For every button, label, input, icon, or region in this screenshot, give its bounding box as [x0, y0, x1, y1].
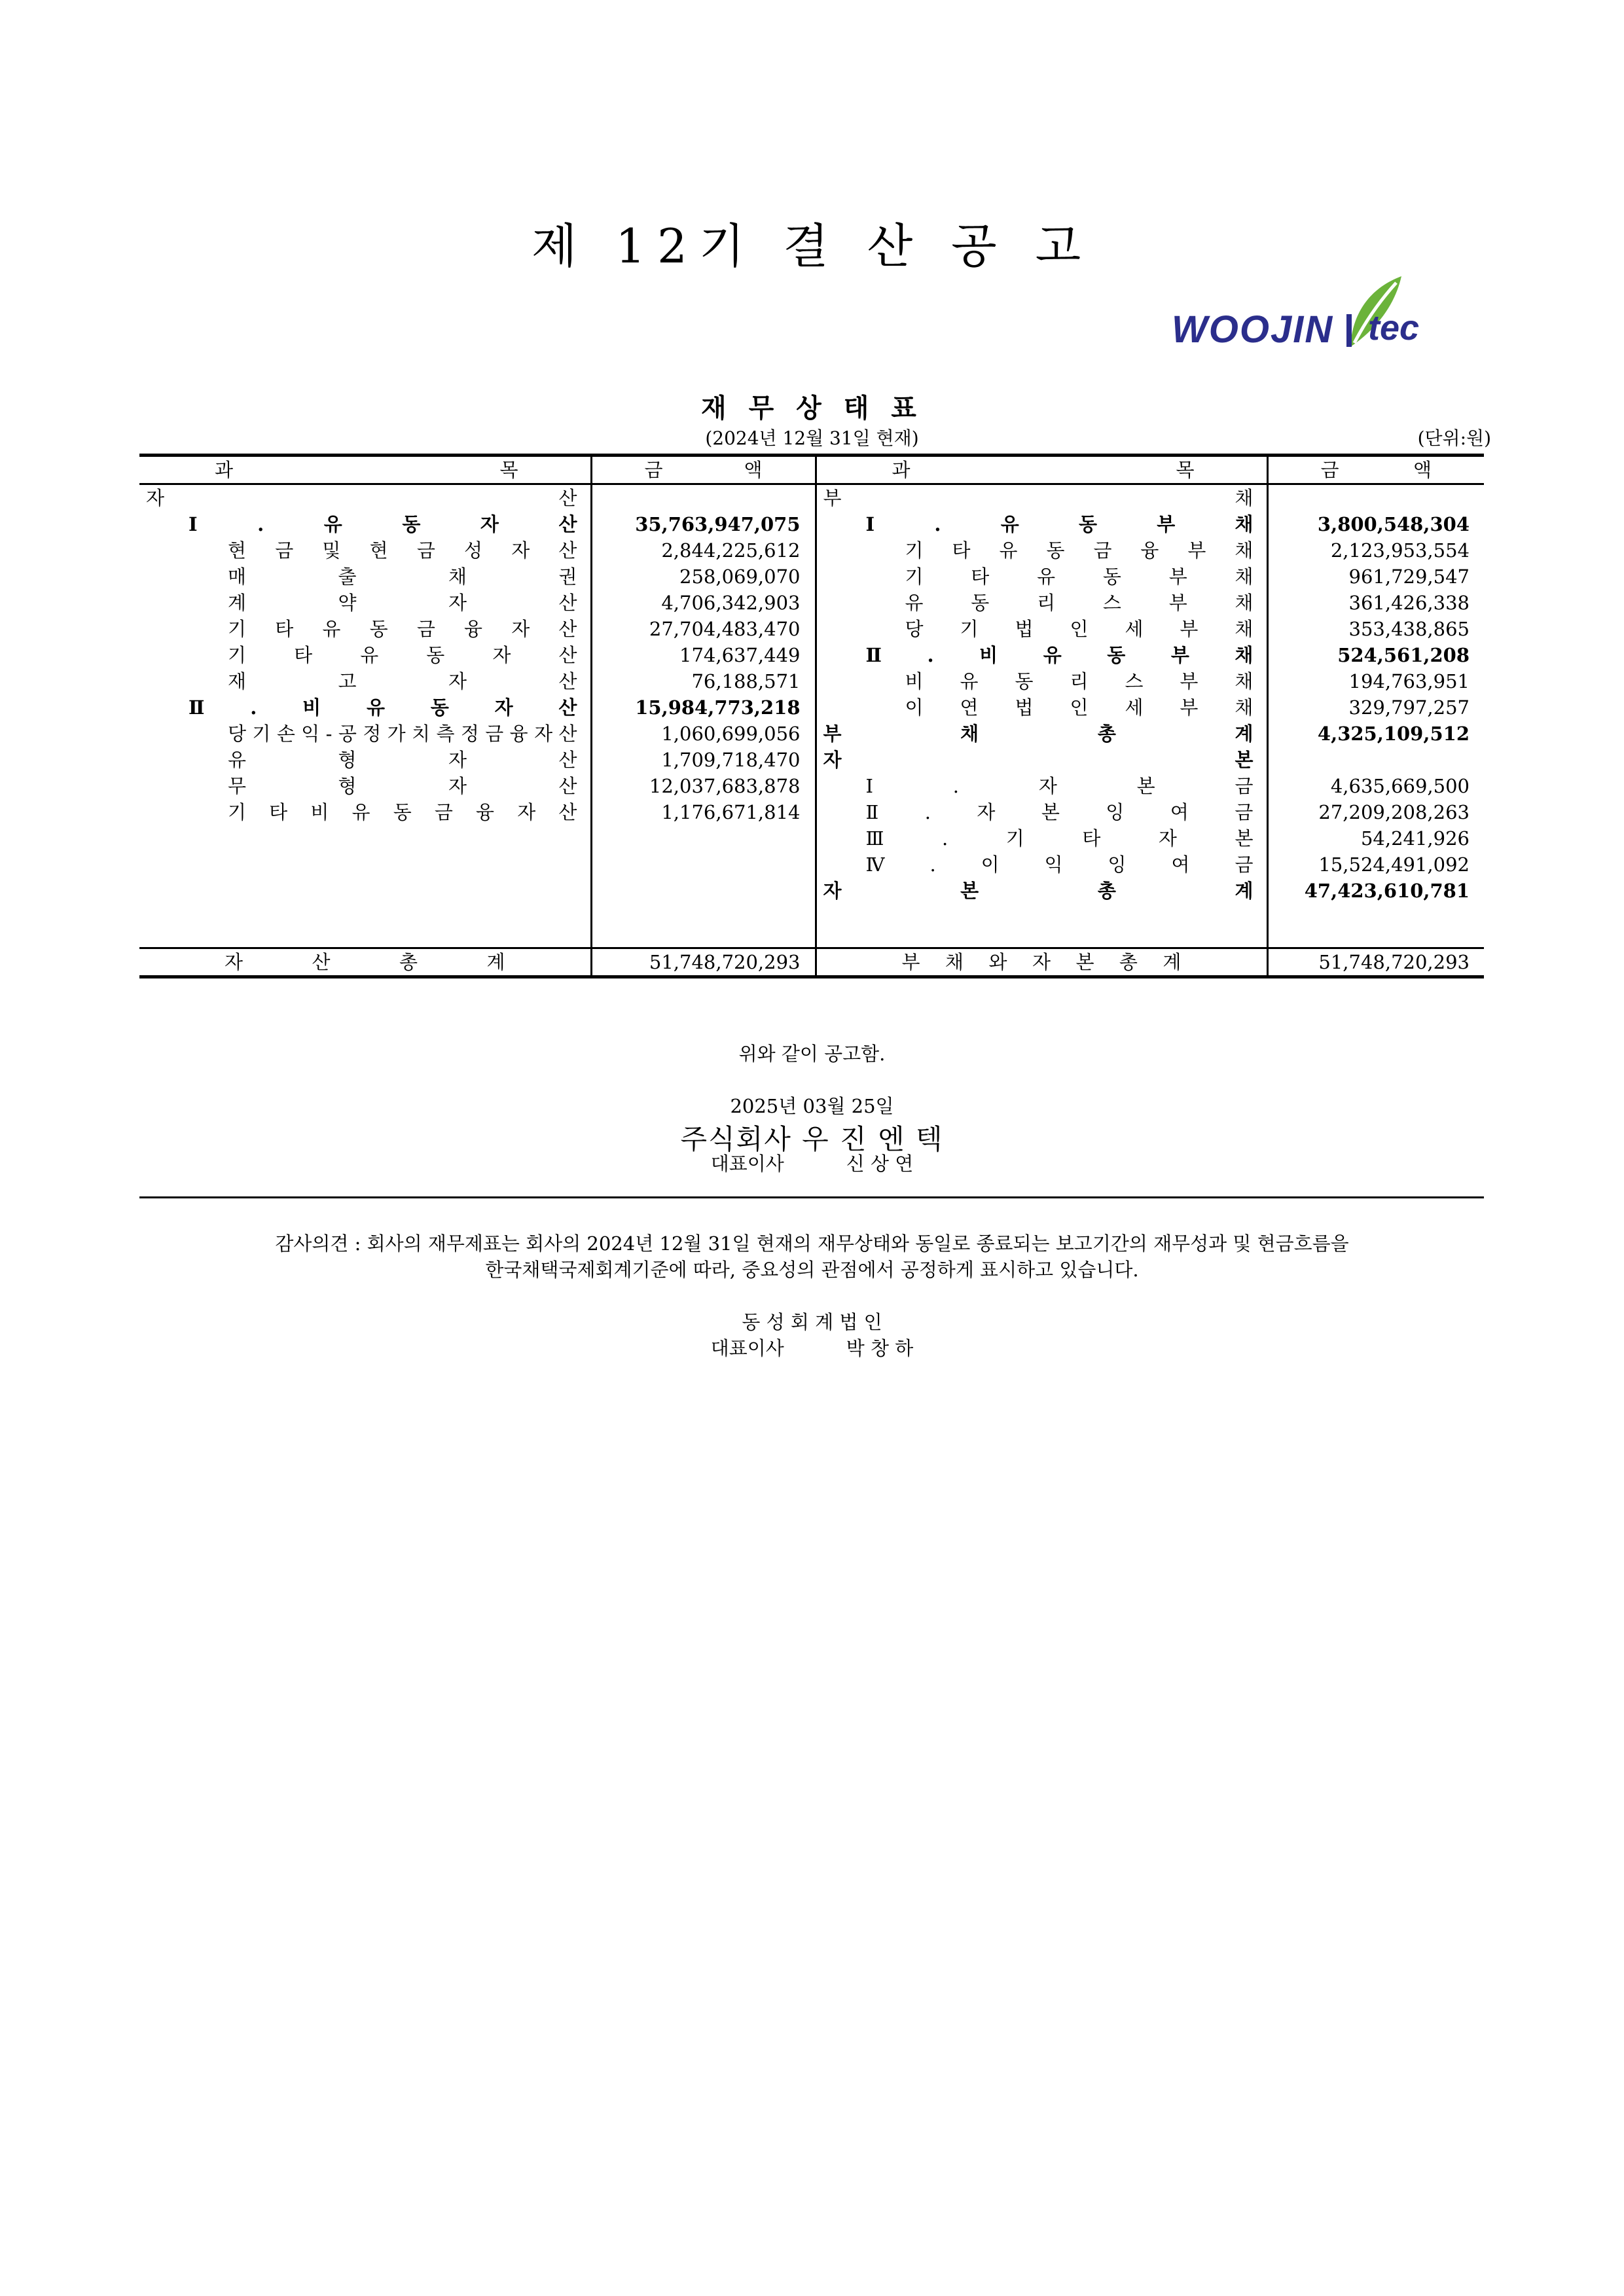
left-item-amount: 27,704,483,470	[591, 616, 816, 642]
header-item-left: 과 목	[139, 456, 591, 484]
right-item-label: 부 채	[816, 484, 1267, 512]
spacer-row	[139, 930, 1484, 948]
left-item-label: 기 타 유 동 금 융 자 산	[139, 616, 591, 642]
header-amount-right: 금 액	[1267, 456, 1484, 484]
announcement-date: 2025년 03월 25일	[730, 1095, 894, 1117]
left-item-amount: 35,763,947,075	[591, 511, 816, 537]
right-item-amount: 524,561,208	[1337, 644, 1470, 666]
right-item-amount: 329,797,257	[1348, 696, 1470, 719]
company-name: 주식회사 우 진 엔 텍	[680, 1123, 944, 1155]
left-item-label: 자 산	[139, 484, 591, 512]
ceo-line	[0, 1149, 1624, 1176]
table-row	[139, 799, 1484, 825]
left-item-amount	[591, 852, 816, 878]
auditor-ceo-title: 대표이사	[710, 1337, 784, 1359]
left-item-label: 무 형 자 산	[139, 773, 591, 799]
notice-text: 위와 같이 공고함.	[738, 1043, 886, 1065]
right-item-amount	[1267, 484, 1484, 512]
left-item-amount: 1,176,671,814	[591, 799, 816, 825]
total-liab-equity-amount: 51,748,720,293	[1267, 948, 1484, 977]
left-item-label	[139, 878, 591, 904]
left-item-label: 현 금 및 현 금 성 자 산	[139, 537, 591, 564]
table-header-row	[139, 456, 1484, 484]
table-row	[139, 878, 1484, 904]
left-item-label	[139, 825, 591, 852]
right-item-amount	[1267, 747, 1484, 773]
right-item-label: Ⅰ . 유 동 부 채	[816, 511, 1267, 537]
table-row	[139, 694, 1484, 721]
left-item-amount	[591, 484, 816, 512]
right-item-label	[816, 904, 1267, 930]
left-item-amount: 174,637,449	[591, 642, 816, 668]
right-item-label: Ⅱ . 자 본 잉 여 금	[816, 799, 1267, 825]
total-liab-equity-label: 부 채 와 자 본 총 계	[816, 948, 1267, 977]
total-row	[139, 948, 1484, 977]
table-row	[139, 511, 1484, 537]
left-item-label	[139, 904, 591, 930]
left-item-label: 재 고 자 산	[139, 668, 591, 694]
logo-suffix: tec	[1368, 308, 1420, 348]
table-row	[139, 904, 1484, 930]
statement-date: (2024년 12월 31일 현재)	[705, 427, 919, 449]
left-item-label: 유 형 자 산	[139, 747, 591, 773]
right-item-label: 당 기 법 인 세 부 채	[816, 616, 1267, 642]
auditor-ceo-line	[0, 1334, 1624, 1361]
right-item-amount: 27,209,208,263	[1318, 801, 1470, 823]
left-item-label: 기 타 비 유 동 금 융 자 산	[139, 799, 591, 825]
table-row	[139, 484, 1484, 512]
total-assets-amount: 51,748,720,293	[591, 948, 816, 977]
left-item-amount: 2,844,225,612	[591, 537, 816, 564]
left-item-amount	[591, 878, 816, 904]
right-item-amount: 3,800,548,304	[1317, 513, 1470, 535]
right-item-label: 유 동 리 스 부 채	[816, 590, 1267, 616]
company-logo	[1172, 268, 1473, 353]
left-item-label: Ⅱ . 비 유 동 자 산	[139, 694, 591, 721]
right-item-amount	[1267, 904, 1484, 930]
left-item-label: 기 타 유 동 자 산	[139, 642, 591, 668]
right-item-amount: 4,325,109,512	[1317, 723, 1470, 745]
left-item-amount: 1,709,718,470	[591, 747, 816, 773]
left-item-amount: 76,188,571	[591, 668, 816, 694]
table-row	[139, 668, 1484, 694]
left-item-label: 매 출 채 권	[139, 564, 591, 590]
unit-label: (단위:원)	[1417, 427, 1491, 449]
divider	[139, 1196, 1484, 1198]
left-item-amount: 1,060,699,056	[591, 721, 816, 747]
table-row	[139, 773, 1484, 799]
left-item-amount: 258,069,070	[591, 564, 816, 590]
header-amount-left: 금 액	[591, 456, 816, 484]
left-item-amount	[591, 825, 816, 852]
right-item-label: 부 채 총 계	[816, 721, 1267, 747]
table-row	[139, 825, 1484, 852]
ceo-name: 신 상 연	[846, 1153, 914, 1175]
right-item-label: 기 타 유 동 금 융 부 채	[816, 537, 1267, 564]
table-row	[139, 537, 1484, 564]
right-item-label: 이 연 법 인 세 부 채	[816, 694, 1267, 721]
table-row	[139, 590, 1484, 616]
right-item-label: 자 본	[816, 747, 1267, 773]
left-item-label	[139, 852, 591, 878]
right-item-label: Ⅳ . 이 익 잉 여 금	[816, 852, 1267, 878]
header-item-right: 과 목	[816, 456, 1267, 484]
right-item-label: Ⅱ . 비 유 동 부 채	[816, 642, 1267, 668]
table-row	[139, 616, 1484, 642]
table-row	[139, 721, 1484, 747]
right-item-label: 비 유 동 리 스 부 채	[816, 668, 1267, 694]
audit-opinion-line-1: 감사의견 : 회사의 재무제표는 회사의 2024년 12월 31일 현재의 재무상태와 동일로 종료되는 보고기간의 재무성과 및 현금흐름을	[275, 1232, 1349, 1255]
right-item-amount: 47,423,610,781	[1304, 880, 1470, 902]
right-item-amount: 353,438,865	[1348, 618, 1470, 640]
audit-opinion-line-2: 한국채택국제회계기준에 따라, 중요성의 관점에서 공정하게 표시하고 있습니다.	[485, 1259, 1139, 1281]
left-item-label: Ⅰ . 유 동 자 산	[139, 511, 591, 537]
right-item-amount: 194,763,951	[1348, 670, 1470, 692]
table-row	[139, 747, 1484, 773]
balance-sheet-table	[139, 454, 1484, 978]
left-item-amount: 4,706,342,903	[591, 590, 816, 616]
statement-title: 재 무 상 태 표	[701, 393, 923, 423]
right-item-label: 기 타 유 동 부 채	[816, 564, 1267, 590]
right-item-label: Ⅲ . 기 타 자 본	[816, 825, 1267, 852]
page-title: 제 12기 결 산 공 고	[531, 219, 1093, 274]
table-row	[139, 564, 1484, 590]
logo-wordmark: WOOJIN	[1172, 308, 1334, 351]
left-item-label: 당 기 손 익 - 공 정 가 치 측 정 금 융 자 산	[139, 721, 591, 747]
right-item-amount: 961,729,547	[1348, 565, 1470, 588]
right-item-amount: 2,123,953,554	[1330, 539, 1470, 562]
right-item-amount: 54,241,926	[1360, 827, 1470, 850]
left-item-amount: 15,984,773,218	[591, 694, 816, 721]
left-item-label: 계 약 자 산	[139, 590, 591, 616]
left-item-amount: 12,037,683,878	[591, 773, 816, 799]
ceo-title: 대표이사	[710, 1153, 784, 1175]
right-item-amount: 361,426,338	[1348, 592, 1470, 614]
auditor-name: 동 성 회 계 법 인	[742, 1311, 882, 1333]
table-row	[139, 852, 1484, 878]
right-item-amount: 15,524,491,092	[1318, 853, 1470, 876]
table-row	[139, 642, 1484, 668]
right-item-label: Ⅰ . 자 본 금	[816, 773, 1267, 799]
auditor-ceo-name: 박 창 하	[846, 1337, 914, 1359]
right-item-label: 자 본 총 계	[816, 878, 1267, 904]
right-item-amount: 4,635,669,500	[1330, 775, 1470, 797]
total-assets-label: 자 산 총 계	[139, 948, 591, 977]
left-item-amount	[591, 904, 816, 930]
